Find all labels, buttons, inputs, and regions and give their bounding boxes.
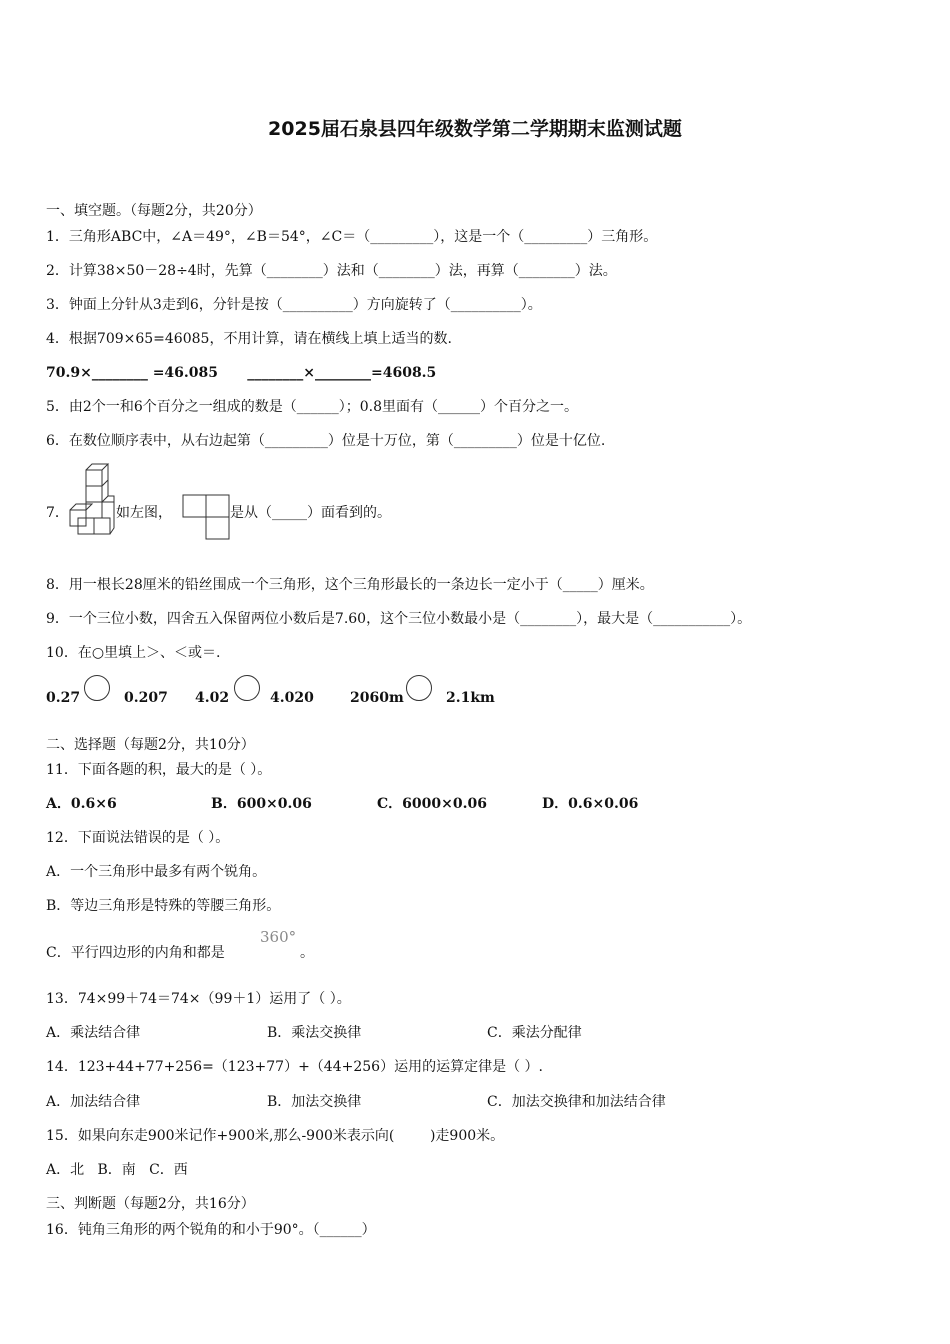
section-heading-judge: 三、判断题（每题2分，共16分） [46, 1196, 255, 1212]
question-14: 14．123+44+77+256=（123+77）+（44+256）运用的运算定律是（ ）. [46, 1059, 543, 1075]
compare-left-2: 4.02 [195, 690, 230, 706]
question-10: 10．在○里填上＞、＜或＝. [46, 645, 221, 661]
q11-option-d: D．0.6×0.06 [542, 796, 639, 812]
q14-option-a: A．加法结合律 [46, 1094, 141, 1110]
q12-option-a: A．一个三角形中最多有两个锐角。 [46, 864, 267, 880]
question-11: 11．下面各题的积，最大的是（ ）。 [46, 762, 272, 778]
question-2: 2．计算38×50－28÷4时，先算（________）法和（________）法，再算（________）法。 [46, 263, 617, 279]
q14-option-b: B．加法交换律 [267, 1094, 362, 1110]
q12-option-b: B．等边三角形是特殊的等腰三角形。 [46, 898, 281, 914]
question-4: 4．根据709×65=46085，不用计算，请在横线上填上适当的数. [46, 331, 452, 347]
question-13: 13．74×99＋74＝74×（99＋1）运用了（ ）。 [46, 991, 351, 1007]
q13-option-c: C．乘法分配律 [487, 1025, 582, 1041]
q15-options: A．北 B．南 C．西 [46, 1162, 188, 1178]
question-7-text-a: 如左图， [116, 505, 172, 521]
compare-right-1: 0.207 [124, 690, 168, 706]
page-title: 2025届石泉县四年级数学第二学期期末监测试题 [268, 118, 682, 140]
question-7-number: 7． [46, 505, 69, 521]
question-9: 9．一个三位小数，四舍五入保留两位小数后是7.60，这个三位小数最小是（________），最大是（___________）。 [46, 611, 752, 627]
question-3: 3．钟面上分针从3走到6，分针是按（__________）方向旋转了（__________）。 [46, 297, 542, 313]
question-16: 16．钝角三角形的两个锐角的和小于90°。（______） [46, 1222, 376, 1238]
question-5: 5．由2个一和6个百分之一组成的数是（______）；0.8里面有（______）个百分之一。 [46, 399, 578, 415]
q12-degree-value: 360° [260, 928, 297, 946]
compare-circle-3[interactable] [406, 675, 432, 701]
section-heading-choice: 二、选择题（每题2分，共10分） [46, 737, 255, 753]
section-heading-fill-in: 一、填空题。（每题2分，共20分） [46, 203, 262, 219]
compare-circle-2[interactable] [234, 675, 260, 701]
q13-option-b: B．乘法交换律 [267, 1025, 362, 1041]
question-15: 15．如果向东走900米记作+900米,那么-900米表示向( )走900米。 [46, 1128, 505, 1144]
q11-option-a: A．0.6×6 [46, 796, 117, 812]
question-8: 8．用一根长28厘米的铅丝围成一个三角形，这个三角形最长的一条边长一定小于（_____）厘米。 [46, 577, 654, 593]
cube-stack-figure [68, 462, 120, 540]
q13-option-a: A．乘法结合律 [46, 1025, 141, 1041]
q11-option-b: B．600×0.06 [211, 796, 312, 812]
compare-right-2: 4.020 [270, 690, 314, 706]
q12-option-c: C．平行四边形的内角和都是 [46, 945, 225, 961]
compare-left-3: 2060m [350, 690, 404, 706]
view-grid-figure [182, 494, 230, 540]
compare-circle-1[interactable] [84, 675, 110, 701]
question-12: 12．下面说法错误的是（ ）。 [46, 830, 230, 846]
question-4-blanks: 70.9×________ =46.085 ________×________=4608.5 [46, 365, 437, 381]
question-6: 6．在数位顺序表中，从右边起第（_________）位是十万位，第（_________）位是十亿位. [46, 433, 606, 449]
q11-option-c: C．6000×0.06 [377, 796, 487, 812]
question-1: 1．三角形ABC中，∠A＝49°，∠B＝54°，∠C＝（_________），这是一个（_________）三角形。 [46, 229, 658, 245]
q14-option-c: C．加法交换律和加法结合律 [487, 1094, 666, 1110]
question-7-text-b: 是从（_____）面看到的。 [230, 505, 391, 521]
compare-left-1: 0.27 [46, 690, 81, 706]
q12-option-c-end: 。 [300, 945, 314, 961]
compare-right-3: 2.1km [446, 690, 495, 706]
